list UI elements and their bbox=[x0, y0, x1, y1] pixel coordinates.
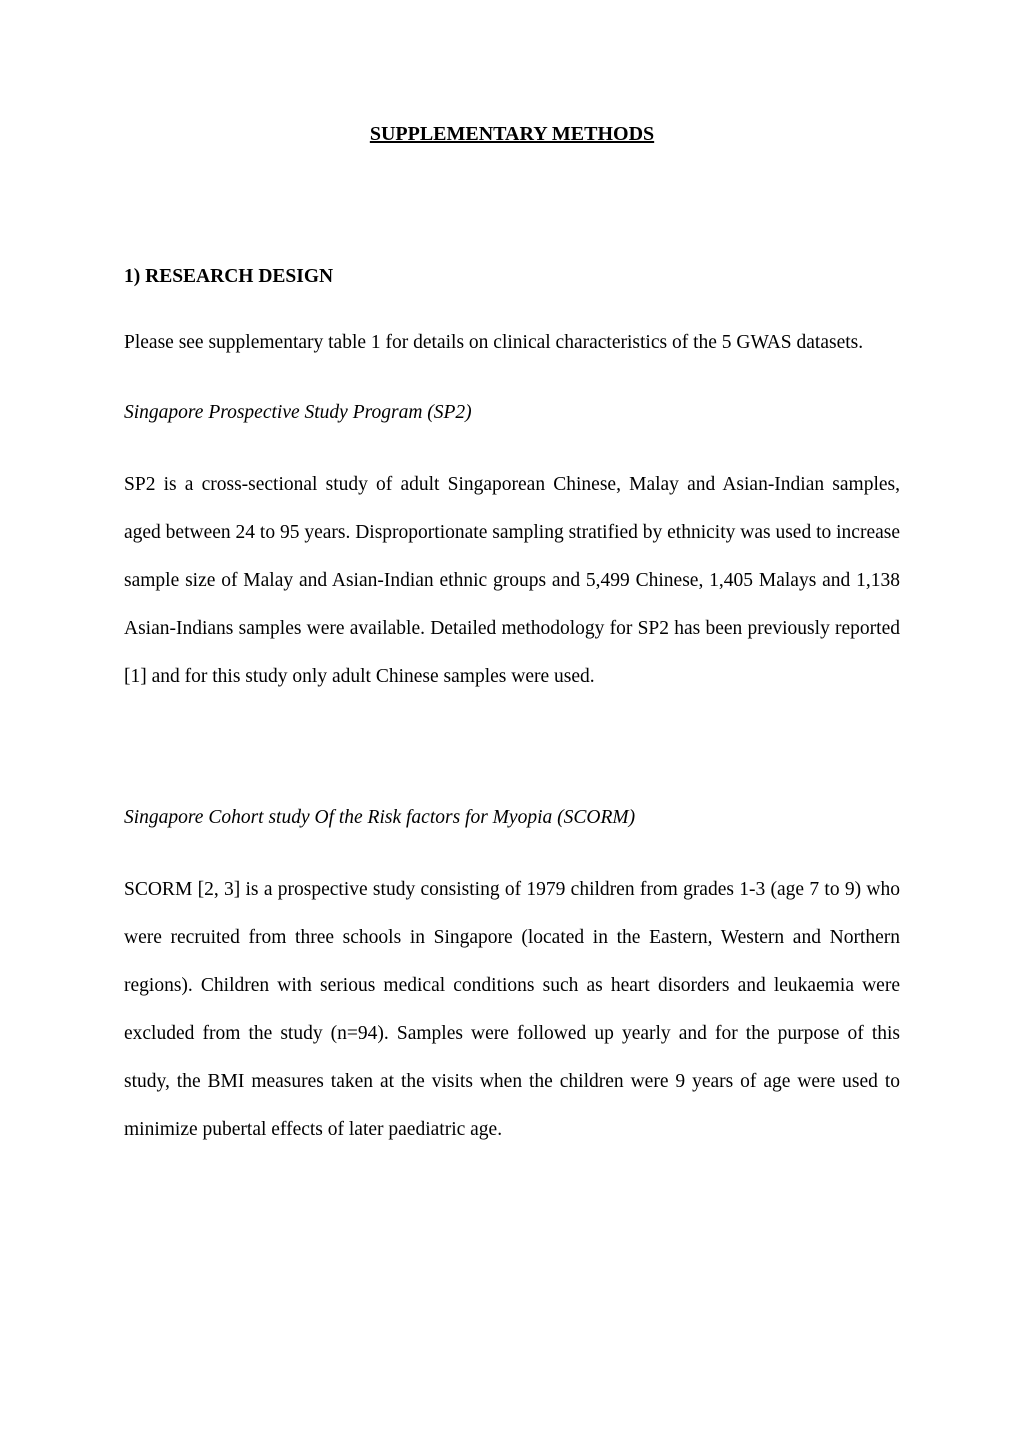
paragraph-sp2: SP2 is a cross-sectional study of adult Singaporean Chinese, Malay and Asian-Indian samples, aged between 24 to 95 years. Disproportionate sampling stratified by ethnicity was used to increase sample size of Malay and Asian-Indian ethnic groups and 5,499 Chinese, 1,405 Malays and 1,138 Asian-Indians samples were available. Detailed methodology for SP2 has been previously reported [1] and for this study only adult Chinese samples were used. bbox=[124, 474, 900, 687]
document-title-text: SUPPLEMENTARY METHODS bbox=[369, 123, 655, 145]
paragraph-scorm: SCORM [2, 3] is a prospective study consisting of 1979 children from grades 1-3 (age 7 to 9) who were recruited from three schools in Singapore (located in the Eastern, Western and Northern regions). Children with serious medical conditions such as heart disorders and leukaemia were excluded from the study (n=94). Samples were followed up yearly and for the purpose of this study, the BMI measures taken at the visits when the children were 9 years of age were used to minimize pubertal effects of later paediatric age. bbox=[124, 879, 900, 1140]
subsection-heading-sp2: Singapore Prospective Study Program (SP2) bbox=[124, 402, 472, 423]
subsection-heading-scorm: Singapore Cohort study Of the Risk factors for Myopia (SCORM) bbox=[124, 807, 636, 828]
intro-paragraph: Please see supplementary table 1 for details on clinical characteristics of the 5 GWAS datasets. bbox=[124, 332, 864, 353]
section-heading-research-design: 1) RESEARCH DESIGN bbox=[124, 266, 334, 287]
document-title bbox=[124, 110, 900, 158]
